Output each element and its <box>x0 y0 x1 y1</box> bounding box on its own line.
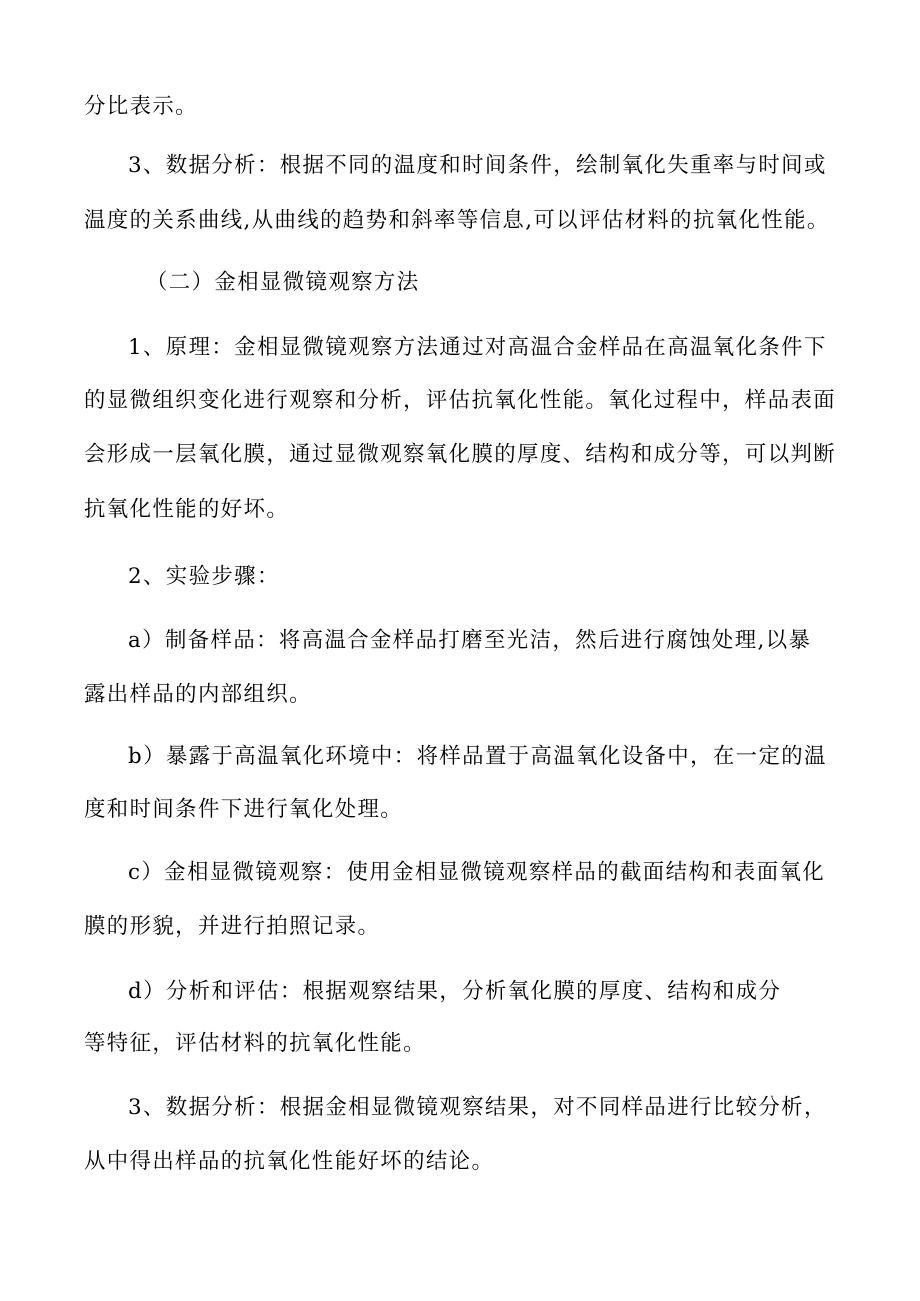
text-line-11: 露出样品的内部组织。 <box>84 682 312 707</box>
text-line-2: 3、数据分析：根据不同的温度和时间条件，绘制氧化失重率与时间或 <box>128 153 827 178</box>
text-line-18: 3、数据分析：根据金相显微镜观察结果，对不同样品进行比较分析， <box>128 1095 827 1120</box>
text-line-10: a）制备样品：将高温合金样品打磨至光洁，然后进行腐蚀处理,以暴 <box>128 628 812 653</box>
text-line-6: 的显微组织变化进行观察和分析，评估抗氧化性能。氧化过程中，样品表面 <box>84 388 837 413</box>
text-line-3: 温度的关系曲线,从曲线的趋势和斜率等信息,可以评估材料的抗氧化性能。 <box>84 208 830 233</box>
text-line-16: d）分析和评估：根据观察结果，分析氧化膜的厚度、结构和成分 <box>128 979 782 1004</box>
text-line-8: 抗氧化性能的好坏。 <box>84 497 290 522</box>
text-line-15: 膜的形貌，并进行拍照记录。 <box>84 914 381 939</box>
text-line-13: 度和时间条件下进行氧化处理。 <box>84 797 404 822</box>
text-line-19: 从中得出样品的抗氧化性能好坏的结论。 <box>84 1149 495 1174</box>
text-line-7: 会形成一层氧化膜，通过显微观察氧化膜的厚度、结构和成分等，可以判断 <box>84 442 837 467</box>
text-line-1: 分比表示。 <box>84 94 198 119</box>
text-line-14: c）金相显微镜观察：使用金相显微镜观察样品的截面结构和表面氧化 <box>128 860 826 885</box>
text-line-9: 2、实验步骤： <box>128 564 280 589</box>
text-line-12: b）暴露于高温氧化环境中：将样品置于高温氧化设备中，在一定的温 <box>128 744 827 769</box>
text-line-5: 1、原理：金相显微镜观察方法通过对高温合金样品在高温氧化条件下 <box>128 335 827 360</box>
text-line-17: 等特征，评估材料的抗氧化性能。 <box>84 1031 426 1056</box>
section-heading: （二）金相显微镜观察方法 <box>146 270 420 295</box>
